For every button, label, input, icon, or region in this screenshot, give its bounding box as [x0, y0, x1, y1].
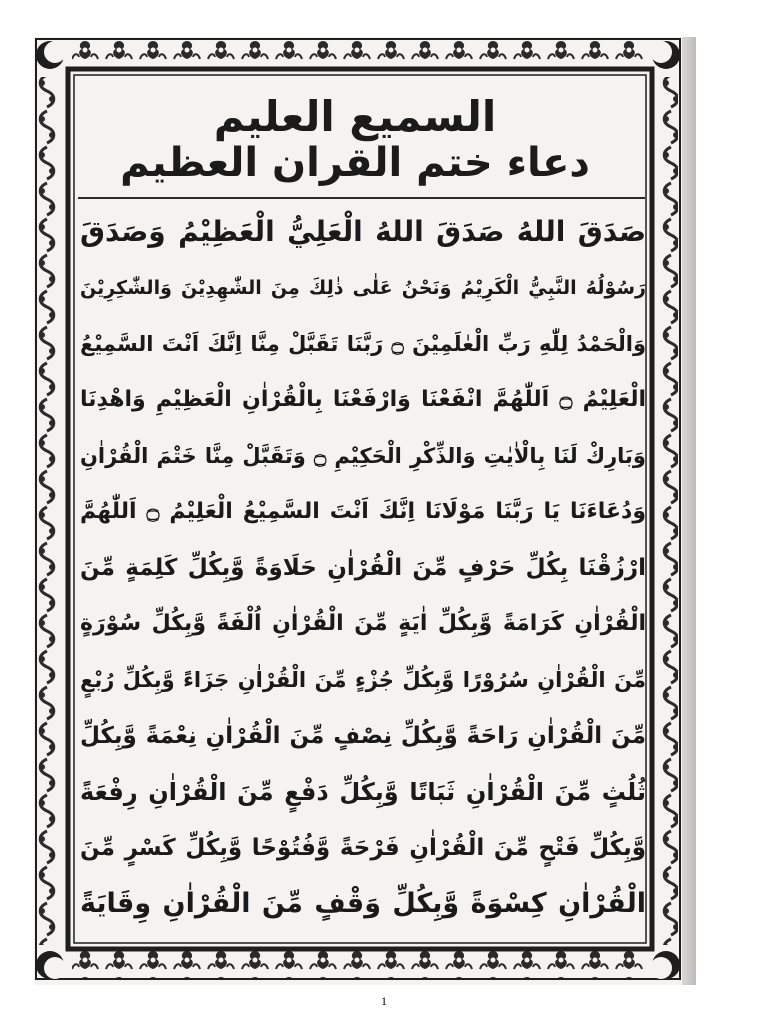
- crescent-star-icon: [650, 951, 680, 979]
- text-line: الْقُرْاٰنِ كَرَامَةً وَّبِكُلِّ اٰيَةٍ مِّنَ الْقُرْاٰنِ اُلْفَةً وَّبِكُلِّ سُوْرَةٍ: [80, 611, 646, 636]
- title-top: السميع العليم: [213, 92, 497, 141]
- text-line: وَدُعَاءَنَا يَا رَبَّنَا مَوْلَانَا اِنَّكَ اَنْتَ السَّمِيْعُ الْعَلِيْمُ ۝ اَللّٰهُمَّ: [80, 499, 646, 524]
- crescent-star-icon: [650, 41, 680, 69]
- text-line: رَسُوْلُهُ النَّبِيُّ الْكَرِيْمُ وَنَحْنُ عَلٰى ذٰلِكَ مِنَ الشّٰهِدِيْنَ وَالشّٰكِرِيْنَ: [80, 277, 646, 299]
- text-line: ثُلُثٍ مِّنَ الْقُرْاٰنِ ثَبَاتًا وَّبِكُلِّ دَفْعٍ مِّنَ الْقُرْاٰنِ رِفْعَةً: [80, 778, 646, 806]
- title-calligraphy: [120, 88, 590, 194]
- text-line: وَالْحَمْدُ لِلّٰهِ رَبِّ الْعٰلَمِيْنَ ۝ رَبَّنَا تَقَبَّلْ مِنَّا اِنَّكَ اَنْتَ السَّمِيْعُ: [80, 332, 646, 356]
- crescent-star-icon: [36, 41, 66, 69]
- crescent-star-icon: [36, 951, 66, 979]
- page-number: 1: [381, 994, 387, 1008]
- text-line: صَدَقَ اللهُ صَدَقَ اللهُ الْعَلِيُّ الْعَظِيْمُ وَصَدَقَ: [80, 215, 646, 248]
- page-title: دعاء ختم القران العظيم: [120, 140, 590, 186]
- title-divider: [78, 197, 645, 199]
- text-line: وَّبِكُلِّ فَتْحٍ مِّنَ الْقُرْاٰنِ فَرْحَةً وَّفُتُوْحًا وَّبِكُلِّ كَسْرٍ مِّنَ: [80, 835, 646, 861]
- text-line: مِّنَ الْقُرْاٰنِ رَاحَةً وَّبِكُلِّ نِصْفٍ مِّنَ الْقُرْاٰنِ نِعْمَةً وَّبِكُلِّ: [80, 723, 646, 749]
- dua-text: [80, 202, 646, 942]
- text-line: الْعَلِيْمُ ۝ اَللّٰهُمَّ انْفَعْنَا وَارْفَعْنَا بِالْقُرْاٰنِ الْعَظِيْمِ وَاهْدِنَا: [80, 387, 646, 412]
- text-line: الْقُرْاٰنِ كِسْوَةً وَّبِكُلِّ وَقْفٍ مِّنَ الْقُرْاٰنِ وِقَايَةً: [80, 888, 646, 919]
- text-line: مِّنَ الْقُرْاٰنِ سُرُوْرًا وَّبِكُلِّ جُزْءٍ مِّنَ الْقُرْاٰنِ جَزَاءً وَّبِكُلِّ رُبْعٍ: [80, 668, 646, 692]
- text-line: وَبَارِكْ لَنَا بِالْاٰيٰتِ وَالذِّكْرِ الْحَكِيْمِ ۝ وَتَقَبَّلْ مِنَّا خَتْمَ الْقُرْاٰنِ: [80, 444, 646, 468]
- text-line: ارْزُقْنَا بِكُلِّ حَرْفٍ مِّنَ الْقُرْاٰنِ حَلَاوَةً وَّبِكُلِّ كَلِمَةٍ مِّنَ: [80, 555, 646, 581]
